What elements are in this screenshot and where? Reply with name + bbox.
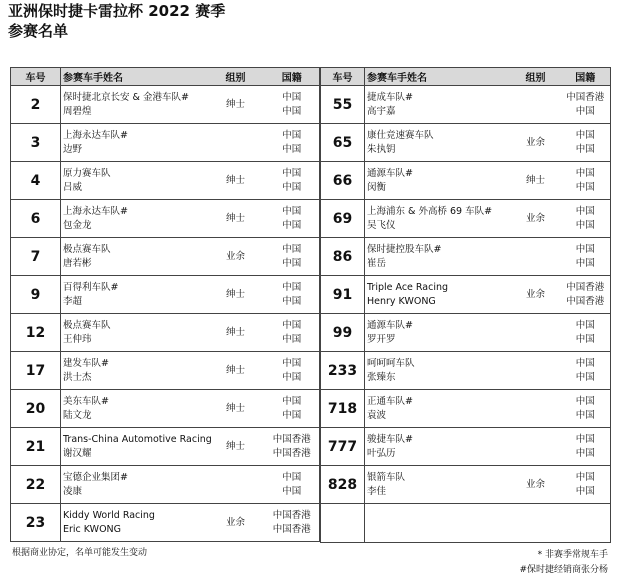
class-cell: 业余 (511, 276, 561, 314)
nationality-cell (561, 86, 611, 124)
team-driver-cell (365, 276, 511, 314)
driver-nationality: 中国 (282, 409, 302, 421)
driver-nationality: 中国 (282, 219, 302, 231)
empty-cell (511, 504, 561, 543)
team-nationality: 中国 (282, 357, 302, 369)
team-name: 美东车队# (63, 395, 109, 407)
team-nationality: 中国 (575, 357, 595, 369)
table-row (321, 200, 611, 238)
nationality-cell (265, 314, 320, 352)
team-nationality: 中国香港 (272, 509, 311, 521)
table-row (321, 238, 611, 276)
team-nationality: 中国 (282, 167, 302, 179)
driver-nationality: 中国香港 (566, 295, 605, 307)
table-row (11, 86, 320, 124)
driver-nationality: 中国 (575, 371, 595, 383)
class-cell: 绅士 (207, 200, 265, 238)
driver-name: 高宇嘉 (367, 105, 396, 117)
team-name: 正通车队# (367, 395, 413, 407)
table-row (11, 238, 320, 276)
table-row (321, 352, 611, 390)
team-name: 上海浦东 & 外高桥 69 车队# (367, 205, 493, 217)
driver-nationality: 中国 (282, 257, 302, 269)
car-number: 3 (11, 124, 61, 162)
team-name: 上海永达车队# (63, 205, 128, 217)
driver-name: 吴飞仪 (367, 219, 396, 231)
class-cell: 绅士 (207, 86, 265, 124)
nationality-cell (265, 466, 320, 504)
driver-name: 唐若彬 (63, 257, 92, 269)
nationality-cell (265, 352, 320, 390)
driver-nationality: 中国 (575, 447, 595, 459)
team-name: 呵呵呵车队 (367, 357, 415, 369)
team-nationality: 中国 (575, 395, 595, 407)
team-driver-cell (61, 314, 207, 352)
car-number: 777 (321, 428, 365, 466)
team-driver-cell (365, 162, 511, 200)
driver-name: 崔岳 (367, 257, 387, 269)
nationality-cell (265, 200, 320, 238)
driver-name: 王仲玮 (63, 333, 92, 345)
driver-nationality: 中国 (575, 143, 595, 155)
header-team-driver: 参赛车手姓名 (61, 68, 207, 86)
table-row (11, 314, 320, 352)
table-row (11, 352, 320, 390)
class-cell: 业余 (207, 238, 265, 276)
team-driver-cell (365, 238, 511, 276)
car-number: 86 (321, 238, 365, 276)
driver-nationality: 中国 (282, 371, 302, 383)
driver-name: 包金龙 (63, 219, 92, 231)
entry-list-table-left (10, 67, 320, 542)
team-nationality: 中国 (575, 205, 595, 217)
driver-name: 吕威 (63, 181, 83, 193)
car-number: 69 (321, 200, 365, 238)
team-driver-cell (61, 352, 207, 390)
car-number: 65 (321, 124, 365, 162)
team-nationality: 中国 (282, 471, 302, 483)
car-number: 17 (11, 352, 61, 390)
team-nationality: 中国 (282, 243, 302, 255)
empty-cell (561, 504, 611, 543)
driver-name: 边野 (63, 143, 83, 155)
class-cell: 绅士 (207, 352, 265, 390)
class-cell: 绅士 (207, 162, 265, 200)
driver-name: 洪士杰 (63, 371, 92, 383)
driver-nationality: 中国 (575, 181, 595, 193)
team-nationality: 中国 (282, 129, 302, 141)
table-row (321, 428, 611, 466)
car-number: 21 (11, 428, 61, 466)
footnote-non-regular: * 非赛季常规车手 (537, 550, 608, 560)
team-driver-cell (61, 86, 207, 124)
nationality-cell (561, 124, 611, 162)
class-cell (511, 428, 561, 466)
team-nationality: 中国香港 (566, 91, 605, 103)
nationality-cell (265, 428, 320, 466)
team-name: 通源车队# (367, 167, 413, 179)
team-nationality: 中国香港 (272, 433, 311, 445)
team-name: 通源车队# (367, 319, 413, 331)
header-class: 组别 (511, 68, 561, 86)
team-driver-cell (365, 124, 511, 162)
table-row (11, 390, 320, 428)
team-name: 捷成车队# (367, 91, 413, 103)
class-cell (511, 390, 561, 428)
class-cell (511, 352, 561, 390)
table-row (321, 390, 611, 428)
nationality-cell (561, 162, 611, 200)
class-cell: 业余 (207, 504, 265, 542)
team-driver-cell (365, 352, 511, 390)
driver-name: Henry KWONG (367, 295, 436, 307)
team-name: 原力赛车队 (63, 167, 111, 179)
team-nationality: 中国 (282, 281, 302, 293)
team-nationality: 中国 (282, 91, 302, 103)
driver-name: 凌康 (63, 485, 83, 497)
team-driver-cell (365, 390, 511, 428)
car-number: 6 (11, 200, 61, 238)
car-number: 12 (11, 314, 61, 352)
table-row (321, 162, 611, 200)
driver-name: 李佳 (367, 485, 387, 497)
nationality-cell (561, 314, 611, 352)
empty-cell (365, 504, 511, 543)
driver-nationality: 中国 (282, 105, 302, 117)
class-cell: 绅士 (207, 276, 265, 314)
car-number: 4 (11, 162, 61, 200)
nationality-cell (265, 124, 320, 162)
empty-cell (321, 504, 365, 543)
driver-name: 闵衡 (367, 181, 387, 193)
car-number: 233 (321, 352, 365, 390)
table-header-row (321, 68, 611, 86)
team-name: 百得利车队# (63, 281, 119, 293)
nationality-cell (561, 276, 611, 314)
team-driver-cell (61, 200, 207, 238)
car-number: 99 (321, 314, 365, 352)
driver-nationality: 中国 (575, 257, 595, 269)
table-row (321, 466, 611, 504)
class-cell: 业余 (511, 200, 561, 238)
header-class: 组别 (207, 68, 265, 86)
header-car-number: 车号 (11, 68, 61, 86)
empty-row (321, 504, 611, 543)
nationality-cell (561, 200, 611, 238)
nationality-cell (561, 390, 611, 428)
table-row (11, 276, 320, 314)
header-car-number: 车号 (321, 68, 365, 86)
team-nationality: 中国 (282, 319, 302, 331)
nationality-cell (561, 238, 611, 276)
car-number: 22 (11, 466, 61, 504)
team-driver-cell (61, 276, 207, 314)
table-row (11, 428, 320, 466)
table-header-row (11, 68, 320, 86)
driver-name: 周碧煌 (63, 105, 92, 117)
driver-nationality: 中国 (282, 333, 302, 345)
driver-name: 陆文龙 (63, 409, 92, 421)
driver-name: 张臻东 (367, 371, 396, 383)
team-driver-cell (61, 466, 207, 504)
table-row (11, 466, 320, 504)
nationality-cell (265, 162, 320, 200)
header-nationality: 国籍 (265, 68, 320, 86)
footnote-commercial: 根据商业协定，名单可能发生变动 (12, 548, 148, 558)
nationality-cell (561, 352, 611, 390)
driver-nationality: 中国 (282, 295, 302, 307)
team-nationality: 中国 (575, 167, 595, 179)
driver-name: 罗开罗 (367, 333, 396, 345)
class-cell: 绅士 (207, 428, 265, 466)
driver-nationality: 中国 (282, 143, 302, 155)
team-nationality: 中国 (575, 319, 595, 331)
car-number: 7 (11, 238, 61, 276)
table-row (11, 162, 320, 200)
team-name: 保时捷控股车队# (367, 243, 442, 255)
driver-name: 叶弘历 (367, 447, 396, 459)
class-cell: 绅士 (207, 314, 265, 352)
table-row (321, 314, 611, 352)
table-row (321, 86, 611, 124)
team-driver-cell (61, 162, 207, 200)
table-row (11, 504, 320, 542)
team-nationality: 中国 (575, 243, 595, 255)
nationality-cell (561, 428, 611, 466)
driver-nationality: 中国 (575, 219, 595, 231)
nationality-cell (265, 276, 320, 314)
table-row (321, 276, 611, 314)
table-row (11, 200, 320, 238)
team-nationality: 中国 (282, 395, 302, 407)
team-nationality: 中国 (282, 205, 302, 217)
driver-nationality: 中国 (282, 181, 302, 193)
header-nationality: 国籍 (561, 68, 611, 86)
driver-name: 袁波 (367, 409, 387, 421)
team-driver-cell (365, 200, 511, 238)
driver-nationality: 中国香港 (272, 523, 311, 535)
car-number: 66 (321, 162, 365, 200)
driver-name: 谢汉耀 (63, 447, 92, 459)
driver-name: Eric KWONG (63, 523, 122, 535)
team-name: 骏捷车队# (367, 433, 413, 445)
team-name: Trans-China Automotive Racing (63, 433, 212, 445)
class-cell (207, 124, 265, 162)
driver-nationality: 中国 (575, 485, 595, 497)
team-driver-cell (61, 390, 207, 428)
table-row (321, 124, 611, 162)
team-name: 上海永达车队# (63, 129, 128, 141)
entry-list-table-right (320, 67, 611, 543)
driver-nationality: 中国 (575, 409, 595, 421)
driver-nationality: 中国 (282, 485, 302, 497)
car-number: 2 (11, 86, 61, 124)
nationality-cell (265, 504, 320, 542)
car-number: 718 (321, 390, 365, 428)
class-cell (207, 466, 265, 504)
footnote-dealer: #保时捷经销商张分杨 (519, 565, 608, 575)
driver-nationality: 中国 (575, 333, 595, 345)
driver-nationality: 中国 (575, 105, 595, 117)
car-number: 20 (11, 390, 61, 428)
driver-name: 朱执钥 (367, 143, 396, 155)
driver-name: 李超 (63, 295, 83, 307)
team-name: 保时捷北京长安 & 金港车队# (63, 91, 189, 103)
car-number: 828 (321, 466, 365, 504)
team-driver-cell (365, 86, 511, 124)
nationality-cell (265, 86, 320, 124)
team-driver-cell (61, 124, 207, 162)
team-name: Triple Ace Racing (367, 281, 449, 293)
team-driver-cell (61, 504, 207, 542)
car-number: 23 (11, 504, 61, 542)
team-nationality: 中国 (575, 433, 595, 445)
team-driver-cell (365, 314, 511, 352)
class-cell (511, 314, 561, 352)
driver-nationality: 中国香港 (272, 447, 311, 459)
team-nationality: 中国香港 (566, 281, 605, 293)
class-cell (511, 86, 561, 124)
nationality-cell (265, 390, 320, 428)
car-number: 91 (321, 276, 365, 314)
team-name: 宝德企业集团# (63, 471, 128, 483)
class-cell: 绅士 (207, 390, 265, 428)
car-number: 55 (321, 86, 365, 124)
car-number: 9 (11, 276, 61, 314)
team-name: 极点赛车队 (63, 243, 111, 255)
class-cell: 业余 (511, 124, 561, 162)
class-cell: 绅士 (511, 162, 561, 200)
team-name: 康仕竞速赛车队 (367, 129, 434, 141)
nationality-cell (265, 238, 320, 276)
team-name: 建发车队# (63, 357, 109, 369)
class-cell (511, 238, 561, 276)
table-row (11, 124, 320, 162)
team-driver-cell (61, 428, 212, 466)
team-driver-cell (61, 238, 207, 276)
team-driver-cell (365, 428, 511, 466)
class-cell: 业余 (511, 466, 561, 504)
page-subtitle: 参赛名单 (8, 22, 69, 40)
team-name: 极点赛车队 (63, 319, 111, 331)
nationality-cell (561, 466, 611, 504)
page-title: 亚洲保时捷卡雷拉杯 2022 赛季 (8, 2, 226, 20)
team-driver-cell (365, 466, 511, 504)
team-name: 银箭车队 (367, 471, 406, 483)
team-name: Kiddy World Racing (63, 509, 155, 521)
team-nationality: 中国 (575, 129, 595, 141)
header-team-driver: 参赛车手姓名 (365, 68, 511, 86)
team-nationality: 中国 (575, 471, 595, 483)
